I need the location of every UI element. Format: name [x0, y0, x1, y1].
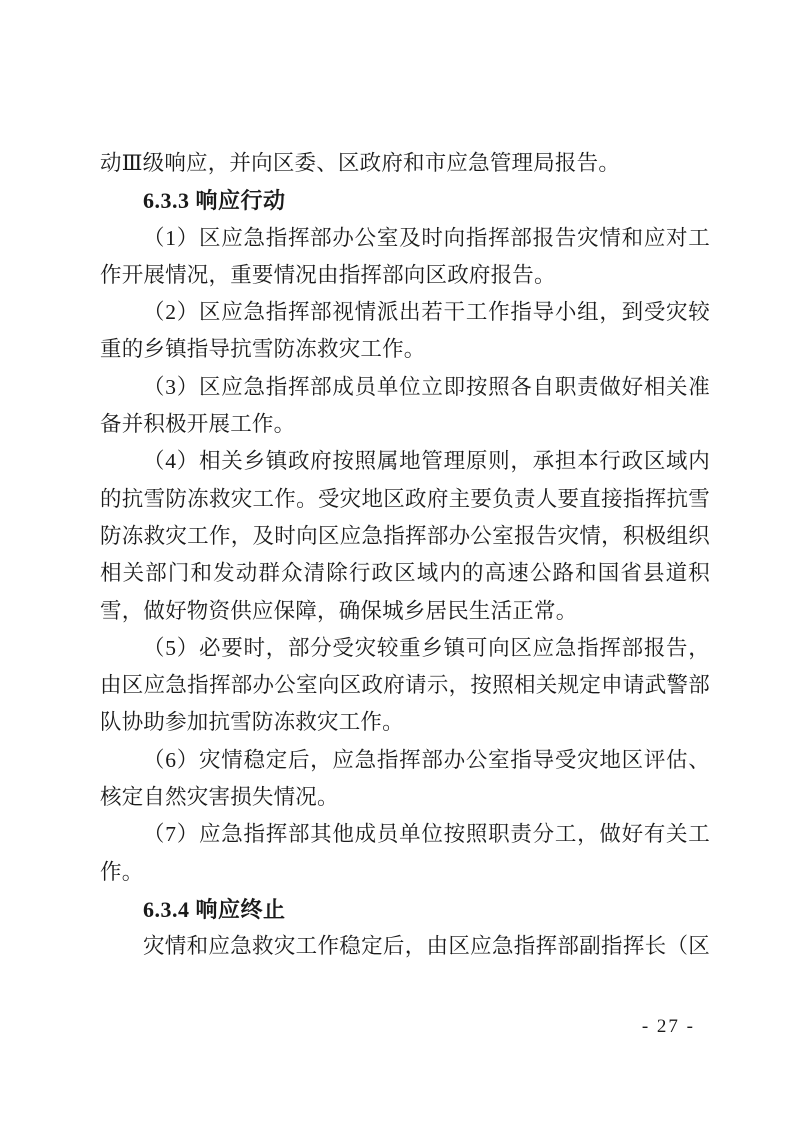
text-line: （1）区应急指挥部办公室及时向指挥部报告灾情和应对工 [143, 225, 710, 250]
text-line: 作开展情况，重要情况由指挥部向区政府报告。 [100, 262, 556, 287]
text-line: （6）灾情稳定后，应急指挥部办公室指导受灾地区评估、 [143, 747, 710, 772]
section-heading: 6.3.3 响应行动 [143, 188, 286, 214]
text-line: 雪，做好物资供应保障，确保城乡居民生活正常。 [100, 598, 578, 623]
text-line: （2）区应急指挥部视情派出若干工作指导小组，到受灾较 [143, 300, 710, 325]
text-line: 核定自然灾害损失情况。 [100, 785, 339, 810]
text-line: 队协助参加抗雪防冻救灾工作。 [100, 710, 404, 735]
text-line: （3）区应急指挥部成员单位立即按照各自职责做好相关准 [143, 374, 710, 399]
text-line: （5）必要时，部分受灾较重乡镇可向区应急指挥部报告， [143, 635, 710, 660]
text-line: （4）相关乡镇政府按照属地管理原则，承担本行政区域内 [143, 449, 710, 474]
text-line: 相关部门和发动群众清除行政区域内的高速公路和国省县道积 [100, 561, 710, 586]
text-line: 动Ⅲ级响应，并向区委、区政府和市应急管理局报告。 [100, 151, 621, 175]
text-line: 备并积极开展工作。 [100, 412, 296, 437]
page-number: - 27 - [641, 1016, 695, 1037]
text-line: 由区应急指挥部办公室向区政府请示，按照相关规定申请武警部 [100, 673, 710, 698]
text-line: （7）应急指挥部其他成员单位按照职责分工，做好有关工 [143, 822, 710, 847]
text-line: 的抗雪防冻救灾工作。受灾地区政府主要负责人要直接指挥抗雪 [100, 486, 710, 511]
text-line: 灾情和应急救灾工作稳定后，由区应急指挥部副指挥长（区 [143, 934, 710, 959]
text-line: 防冻救灾工作，及时向区应急指挥部办公室报告灾情，积极组织 [100, 523, 710, 548]
text-line: 重的乡镇指导抗雪防冻救灾工作。 [100, 337, 426, 362]
document-body [100, 145, 710, 966]
section-heading: 6.3.4 响应终止 [143, 896, 286, 922]
text-line: 作。 [100, 859, 144, 884]
